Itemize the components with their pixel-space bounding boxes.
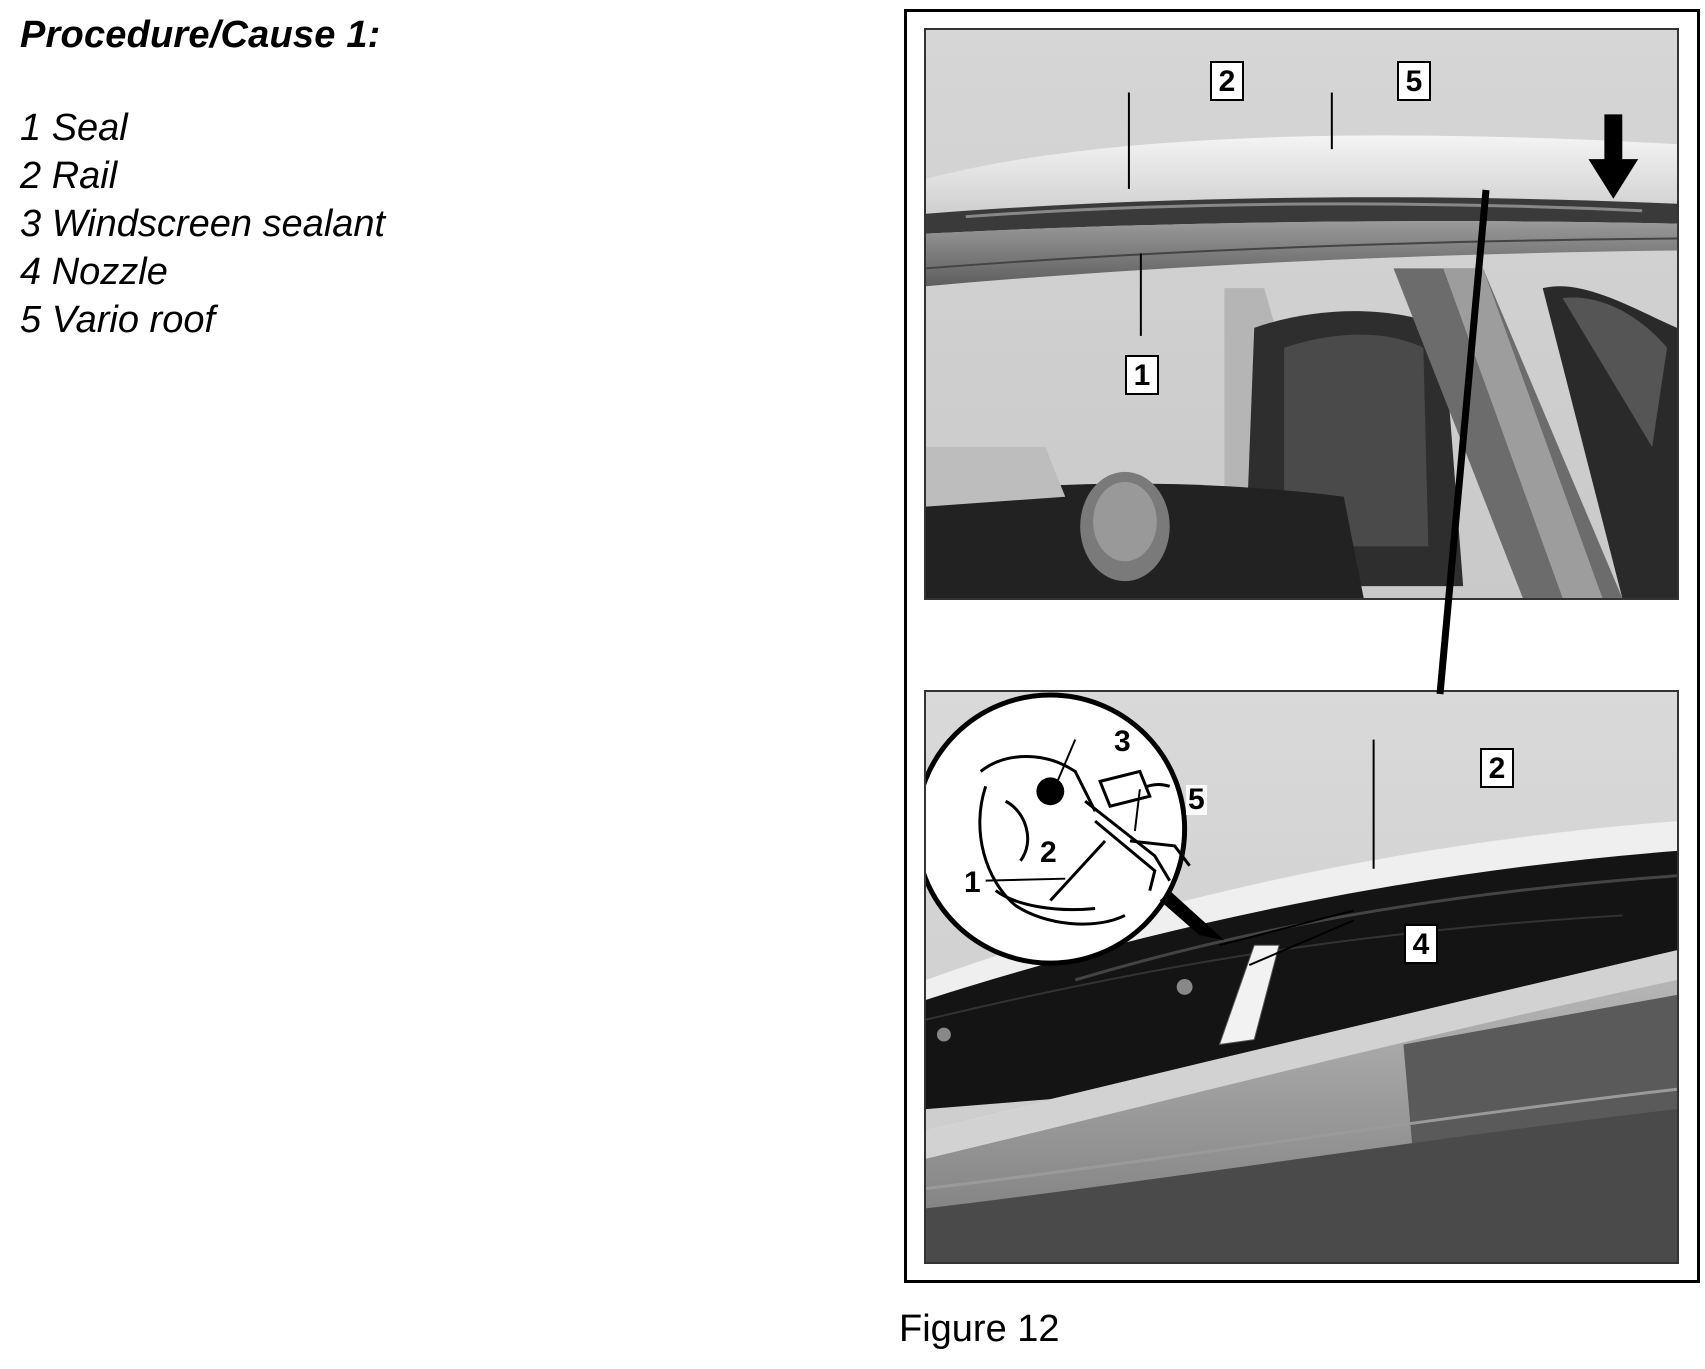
legend-item-windscreen-sealant: 3 Windscreen sealant	[20, 203, 386, 245]
figure-photo-bottom	[924, 690, 1679, 1264]
detail-label-rail: 2	[1040, 836, 1057, 869]
legend-item-vario-roof: 5 Vario roof	[20, 299, 216, 341]
figure-caption: Figure 12	[899, 1308, 1060, 1350]
procedure-heading: Procedure/Cause 1:	[20, 14, 381, 56]
callout-top-vario-roof: 5	[1397, 61, 1431, 101]
legend-item-seal: 1 Seal	[20, 107, 128, 149]
detail-label-seal: 1	[964, 866, 981, 899]
legend-item-rail: 2 Rail	[20, 155, 118, 197]
parts-legend	[20, 104, 385, 344]
roof-overview-illustration	[926, 30, 1677, 598]
legend-item-nozzle: 4 Nozzle	[20, 251, 168, 293]
figure-photo-top	[924, 28, 1679, 600]
detail-label-vario-roof: 5	[1188, 783, 1205, 816]
callout-top-seal: 1	[1125, 355, 1159, 395]
rail-closeup-illustration	[926, 692, 1677, 1262]
callout-bottom-rail: 2	[1480, 748, 1514, 788]
callout-top-rail: 2	[1210, 61, 1244, 101]
callout-bottom-nozzle: 4	[1404, 924, 1438, 964]
detail-label-windscreen-sealant: 3	[1114, 725, 1131, 758]
